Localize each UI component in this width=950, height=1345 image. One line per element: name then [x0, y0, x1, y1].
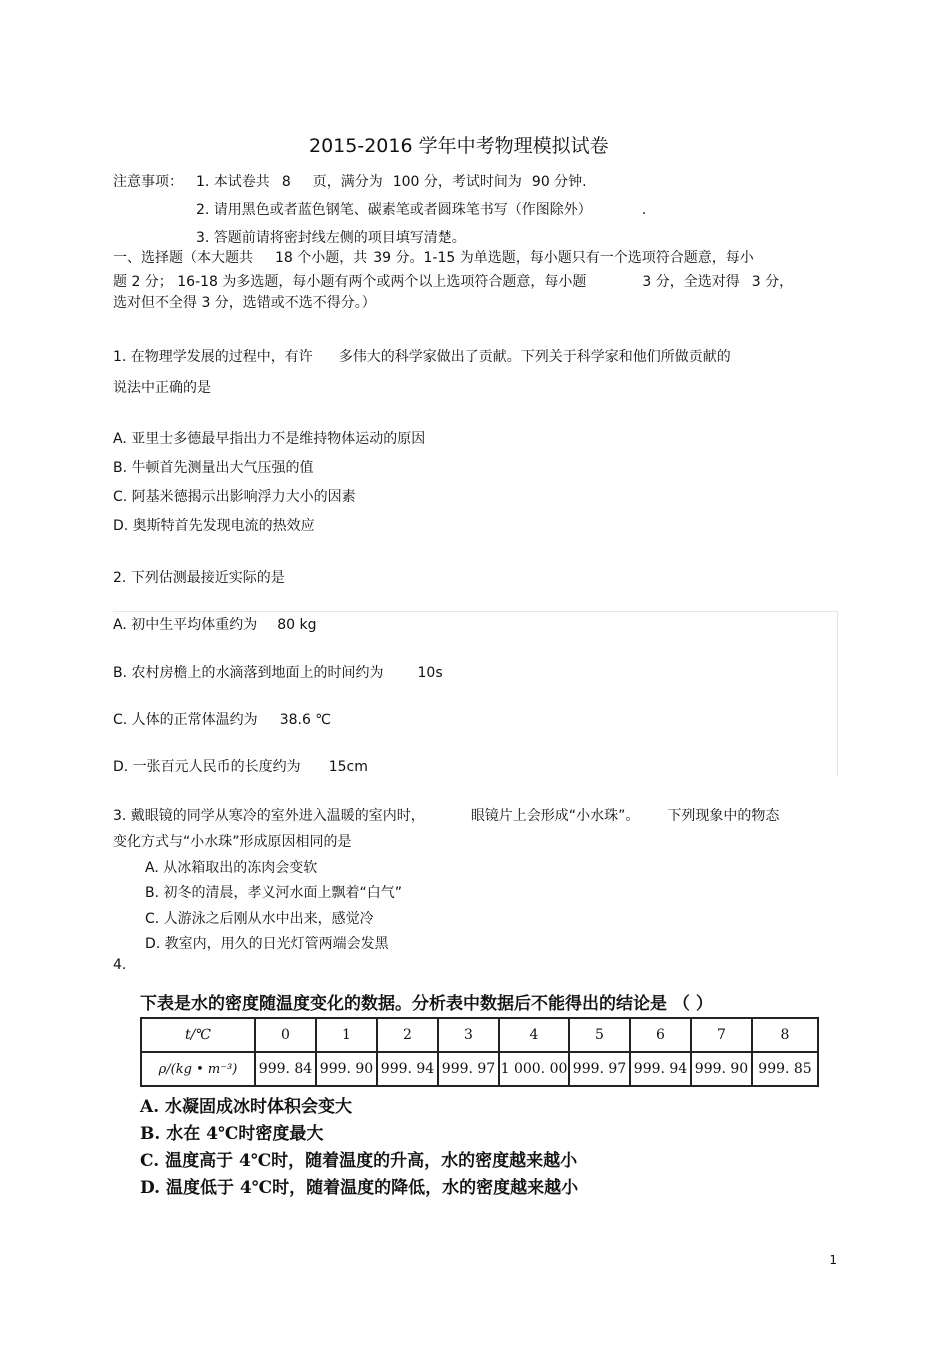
notes-label: 注意事项：	[113, 174, 183, 190]
q4-option-c: C. 温度高于 4℃时，随着温度的升高，水的密度越来越小	[140, 1151, 578, 1171]
table-row	[141, 1052, 818, 1086]
page-number: 1	[829, 1253, 837, 1267]
q1-option-d: D. 奥斯特首先发现电流的热效应	[113, 518, 315, 534]
section1-line1: 一、选择题（本大题共 18 个小题，共 39 分。1-15 为单选题，每小题只有一个选项符合题意，每小	[113, 250, 754, 266]
density-cell: 999. 90	[691, 1052, 752, 1086]
q2-frame-top	[113, 611, 837, 612]
density-cell: 999. 97	[569, 1052, 630, 1086]
q1-stem-line2: 说法中正确的是	[113, 380, 211, 396]
q4-option-a: A. 水凝固成冰时体积会变大	[140, 1097, 353, 1117]
q3-option-b: B. 初冬的清晨，孝义河水面上飘着“白气”	[145, 885, 403, 901]
q3-option-d: D. 教室内，用久的日光灯管两端会发黑	[145, 936, 389, 952]
temp-header: t/℃	[141, 1018, 255, 1052]
q2-option-d: D. 一张百元人民币的长度约为 15cm	[113, 759, 368, 775]
temp-cell: 8	[752, 1018, 818, 1052]
q2-option-b: B. 农村房檐上的水滴落到地面上的时间约为 10s	[113, 665, 443, 681]
density-cell: 999. 97	[438, 1052, 499, 1086]
q3-option-c: C. 人游泳之后刚从水中出来，感觉冷	[145, 911, 374, 927]
q1-option-a: A. 亚里士多德最早指出力不是维持物体运动的原因	[113, 431, 426, 447]
q1-option-c: C. 阿基米德揭示出影响浮力大小的因素	[113, 489, 356, 505]
density-cell: 999. 94	[630, 1052, 691, 1086]
temp-cell: 7	[691, 1018, 752, 1052]
temp-cell: 2	[377, 1018, 438, 1052]
note-item-1: 1. 本试卷共 8 页，满分为 100 分，考试时间为 90 分钟.	[196, 174, 587, 190]
temp-cell: 1	[316, 1018, 377, 1052]
q2-frame-right	[837, 611, 838, 776]
temp-cell: 3	[438, 1018, 499, 1052]
q2-option-a: A. 初中生平均体重约为 80 kg	[113, 617, 317, 633]
density-header: ρ/(kg • m⁻³)	[141, 1052, 255, 1086]
q1-option-b: B. 牛顿首先测量出大气压强的值	[113, 460, 314, 476]
density-cell: 1 000. 00	[499, 1052, 569, 1086]
section1-line3: 选对但不全得 3 分，选错或不选不得分。）	[113, 295, 376, 311]
table-row	[141, 1018, 818, 1052]
q3-stem-line1: 3. 戴眼镜的同学从寒冷的室外进入温暖的室内时， 眼镜片上会形成“小水珠”。 下列现象中的物态	[113, 808, 780, 824]
density-cell: 999. 85	[752, 1052, 818, 1086]
q4-stem: 下表是水的密度随温度变化的数据。分析表中数据后不能得出的结论是 （ ）	[140, 994, 713, 1014]
density-table	[140, 1017, 819, 1087]
q1-stem-line1: 1. 在物理学发展的过程中，有许 多伟大的科学家做出了贡献。下列关于科学家和他们所做贡献的	[113, 349, 731, 365]
q4-number: 4.	[113, 957, 127, 973]
note-item-2: 2. 请用黑色或者蓝色钢笔、碳素笔或者圆珠笔书写（作图除外） .	[196, 202, 647, 218]
density-cell: 999. 90	[316, 1052, 377, 1086]
density-cell: 999. 94	[377, 1052, 438, 1086]
q3-stem-line2: 变化方式与“小水珠”形成原因相同的是	[113, 834, 352, 850]
temp-cell: 5	[569, 1018, 630, 1052]
q4-scanned-block	[138, 985, 833, 1200]
temp-cell: 6	[630, 1018, 691, 1052]
note-item-3: 3. 答题前请将密封线左侧的项目填写清楚。	[196, 230, 466, 246]
section1-line2: 题 2 分； 16-18 为多选题，每小题有两个或两个以上选项符合题意，每小题 3 分，全选对得 3 分，	[113, 274, 794, 290]
q4-option-d: D. 温度低于 4℃时，随着温度的降低，水的密度越来越小	[140, 1178, 579, 1198]
q4-option-b: B. 水在 4℃时密度最大	[140, 1124, 324, 1144]
q3-option-a: A. 从冰箱取出的冻肉会变软	[145, 860, 318, 876]
temp-cell: 4	[499, 1018, 569, 1052]
density-cell: 999. 84	[255, 1052, 316, 1086]
q2-option-c: C. 人体的正常体温约为 38.6 ℃	[113, 712, 332, 728]
page-title: 2015-2016 学年中考物理模拟试卷	[309, 135, 609, 157]
q2-stem: 2. 下列估测最接近实际的是	[113, 570, 285, 586]
temp-cell: 0	[255, 1018, 316, 1052]
